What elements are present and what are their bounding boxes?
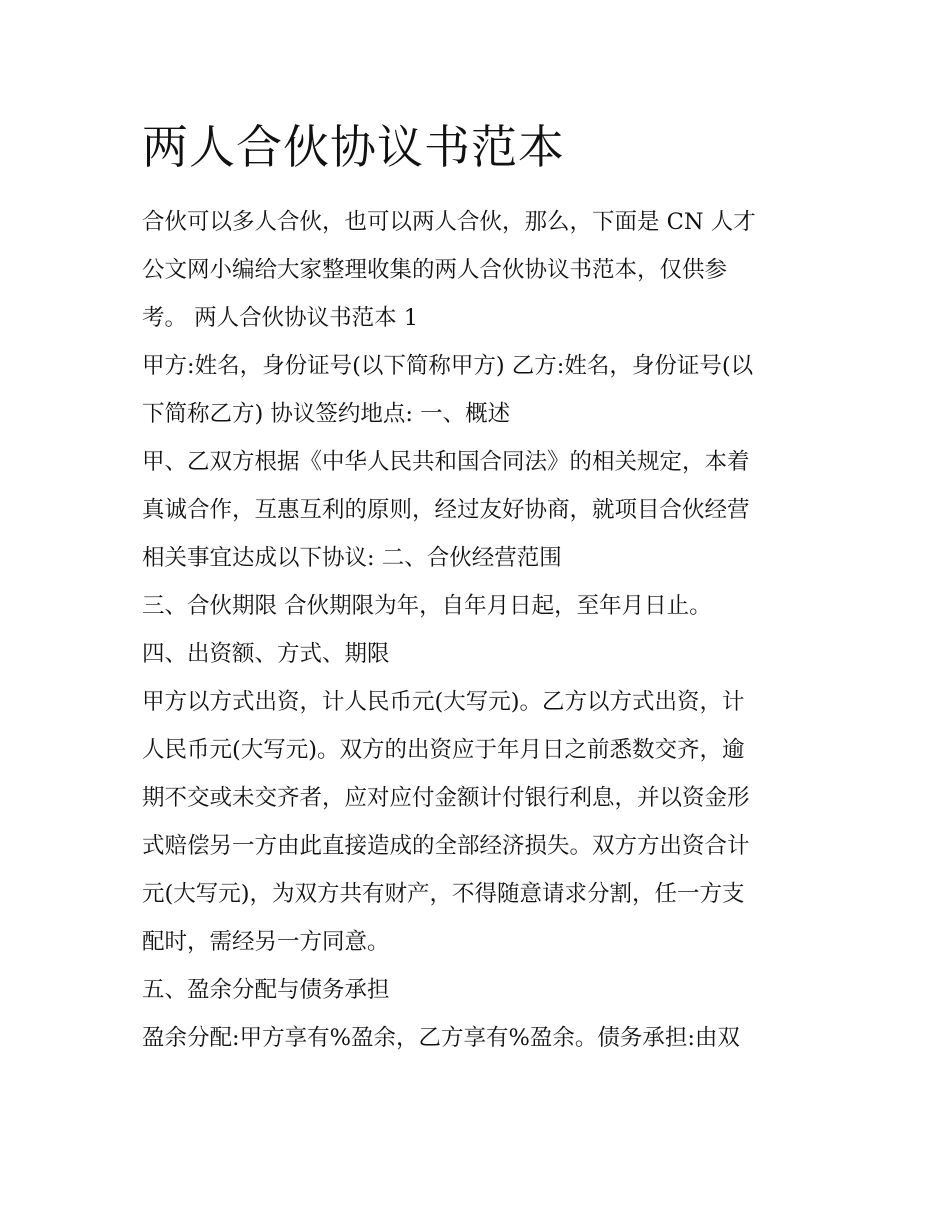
text-line: 元(大写元)，为双方共有财产，不得随意请求分割，任一方支	[142, 881, 745, 907]
paragraph-profit	[142, 1014, 822, 1062]
section-heading-capital	[142, 630, 822, 678]
paragraph-intro	[142, 198, 822, 342]
text-line: 五、盈余分配与债务承担	[142, 977, 390, 1003]
text-line: 下简称乙方) 协议签约地点: 一、概述	[142, 401, 511, 427]
text-line: 式赔偿另一方由此直接造成的全部经济损失。双方方出资合计	[142, 833, 750, 859]
text-line: 盈余分配:甲方享有%盈余，乙方享有%盈余。债务承担:由双	[142, 1025, 740, 1051]
paragraph-parties	[142, 342, 822, 438]
text-line: 考。 两人合伙协议书范本 1	[142, 305, 419, 331]
paragraph-term	[142, 582, 822, 630]
paragraph-capital	[142, 678, 822, 966]
text-line: 甲方:姓名，身份证号(以下简称甲方) 乙方:姓名，身份证号(以	[142, 353, 754, 379]
document-body	[142, 198, 822, 1062]
text-line: 真诚合作，互惠互利的原则，经过友好协商，就项目合伙经营	[142, 497, 750, 523]
document-title: 两人合伙协议书范本	[142, 120, 565, 174]
text-line: 甲、乙双方根据《中华人民共和国合同法》的相关规定，本着	[142, 449, 750, 475]
text-line: 相关事宜达成以下协议: 二、合伙经营范围	[142, 545, 562, 571]
text-line: 甲方以方式出资，计人民币元(大写元)。乙方以方式出资，计	[142, 689, 745, 715]
text-line: 配时，需经另一方同意。	[142, 929, 390, 955]
paragraph-overview	[142, 438, 822, 582]
section-heading-profit	[142, 966, 822, 1014]
text-line: 合伙可以多人合伙，也可以两人合伙，那么，下面是 CN 人才	[142, 209, 756, 235]
text-line: 公文网小编给大家整理收集的两人合伙协议书范本，仅供参	[142, 257, 728, 283]
text-line: 人民币元(大写元)。双方的出资应于年月日之前悉数交齐，逾	[142, 737, 745, 763]
text-line: 期不交或未交齐者，应对应付金额计付银行利息，并以资金形	[142, 785, 750, 811]
text-line: 三、合伙期限 合伙期限为年，自年月日起，至年月日止。	[142, 593, 712, 619]
text-line: 四、出资额、方式、期限	[142, 641, 390, 667]
